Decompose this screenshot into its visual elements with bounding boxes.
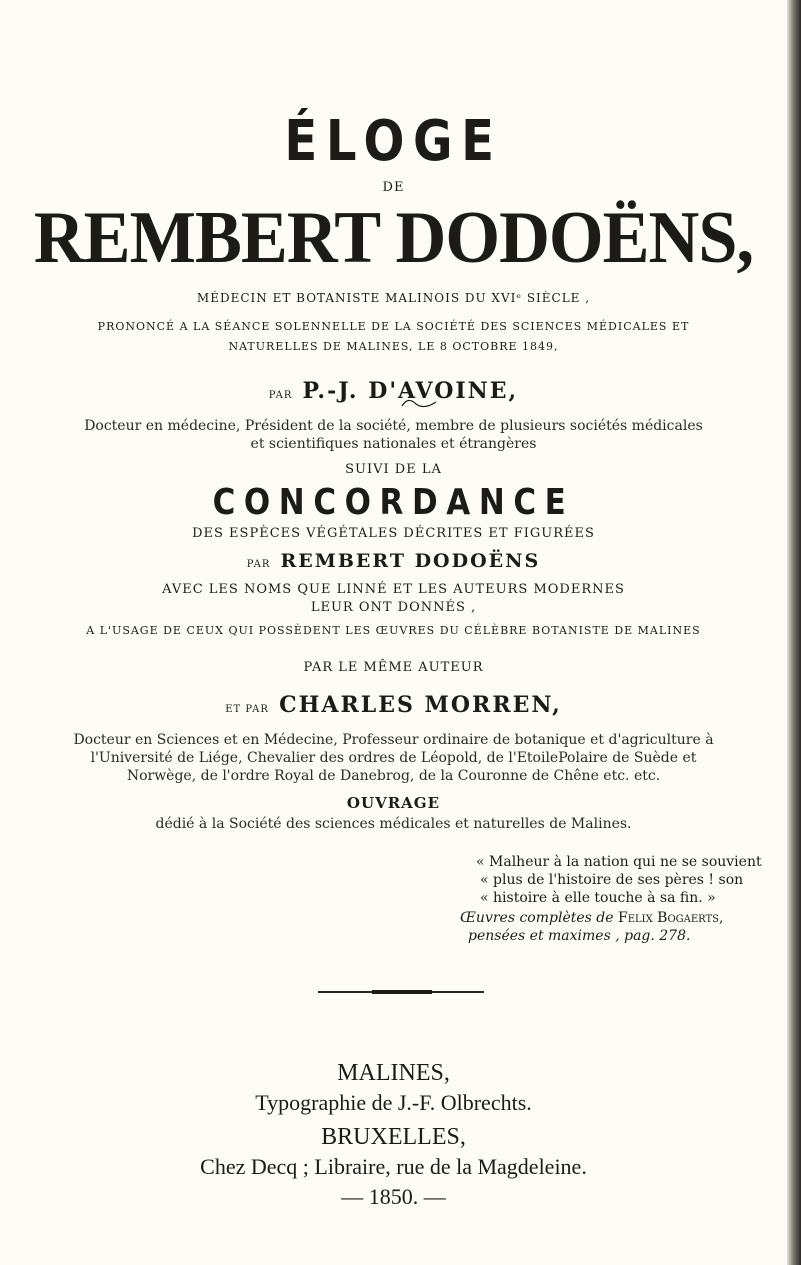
pub-city-2: BRUXELLES, [321, 1124, 466, 1150]
concordance-heading: CONCORDANCE [212, 482, 575, 523]
author1-par: PAR [268, 390, 293, 401]
author1-line [0, 378, 787, 404]
concordance-line-2: AVEC LES NOMS QUE LINNÉ ET LES AUTEURS MODERNES [162, 582, 625, 597]
pub-year: — 1850. — [341, 1184, 446, 1209]
page-edge-shadow [787, 0, 801, 1265]
followed-by: SUIVI DE LA [345, 462, 442, 477]
pronounced-line-1: PRONONCÉ A LA SÉANCE SOLENNELLE DE LA SOCIÉTÉ DES SCIENCES MÉDICALES ET [97, 320, 690, 333]
author2-desc-1: Docteur en Sciences et en Médecine, Professeur ordinaire de botanique et d'agriculture à [73, 732, 714, 748]
author1-desc-2: et scientifiques nationales et étrangères [250, 436, 537, 452]
pub-bookseller: Chez Decq ; Libraire, rue de la Magdeleine. [200, 1154, 587, 1179]
author2-desc-2: l'Université de Liége, Chevalier des ordres de Léopold, de l'EtoilePolaire de Suède et [90, 750, 697, 766]
eloge-heading: ÉLOGE [284, 109, 503, 174]
pub-printer: Typographie de J.-F. Olbrechts. [255, 1090, 532, 1115]
main-title: REMBERT DODOËNS, [33, 197, 754, 279]
quote-source-author: Felix Bogaerts, [617, 910, 724, 926]
subtitle: MÉDECIN ET BOTANISTE MALINOIS DU XVIᵉ SIÈCLE , [196, 291, 591, 305]
pronounced-line-2: NATURELLES DE MALINES, LE 8 OCTOBRE 1849, [228, 340, 559, 353]
author2-name: CHARLES MORREN, [279, 692, 562, 718]
concordance-author: REMBERT DODOËNS [280, 550, 541, 572]
dedication-text: dédié à la Société des sciences médicales et naturelles de Malines. [155, 816, 632, 832]
concordance-line-4: A L'USAGE DE CEUX QUI POSSÈDENT LES ŒUVRES DU CÉLÈBRE BOTANISTE DE MALINES [86, 624, 701, 637]
quote-source-1 [460, 910, 723, 926]
concordance-par: PAR [246, 559, 271, 570]
de-word: DE [382, 180, 405, 195]
divider-rule-center [372, 990, 432, 994]
concordance-line-1: DES ESPÈCES VÉGÉTALES DÉCRITES ET FIGURÉES [192, 526, 595, 541]
author2-line [0, 692, 787, 718]
quote-line-3: « histoire à elle touche à sa fin. » [480, 890, 716, 906]
flourish-ornament [398, 398, 438, 410]
author1-desc-1: Docteur en médecine, Président de la société, membre de plusieurs sociétés médicales [84, 418, 703, 434]
concordance-line-5: PAR LE MÊME AUTEUR [303, 660, 484, 675]
quote-source-2: pensées et maximes , pag. 278. [468, 928, 691, 944]
author2-desc-3: Norwège, de l'ordre Royal de Danebrog, de la Couronne de Chêne etc. etc. [126, 768, 661, 784]
concordance-author-line [0, 550, 787, 572]
dedication-label: OUVRAGE [346, 794, 441, 812]
quote-line-2: « plus de l'histoire de ses pères ! son [480, 872, 744, 888]
quote-source-work: Œuvres complètes de [460, 910, 614, 926]
author1-name: P.-J. D'AVOINE, [302, 378, 519, 404]
quote-line-1: « Malheur à la nation qui ne se souvient [476, 854, 762, 870]
author2-par: ET PAR [225, 704, 269, 715]
pub-city-1: MALINES, [337, 1060, 450, 1086]
concordance-line-3: LEUR ONT DONNÉS , [310, 600, 477, 615]
